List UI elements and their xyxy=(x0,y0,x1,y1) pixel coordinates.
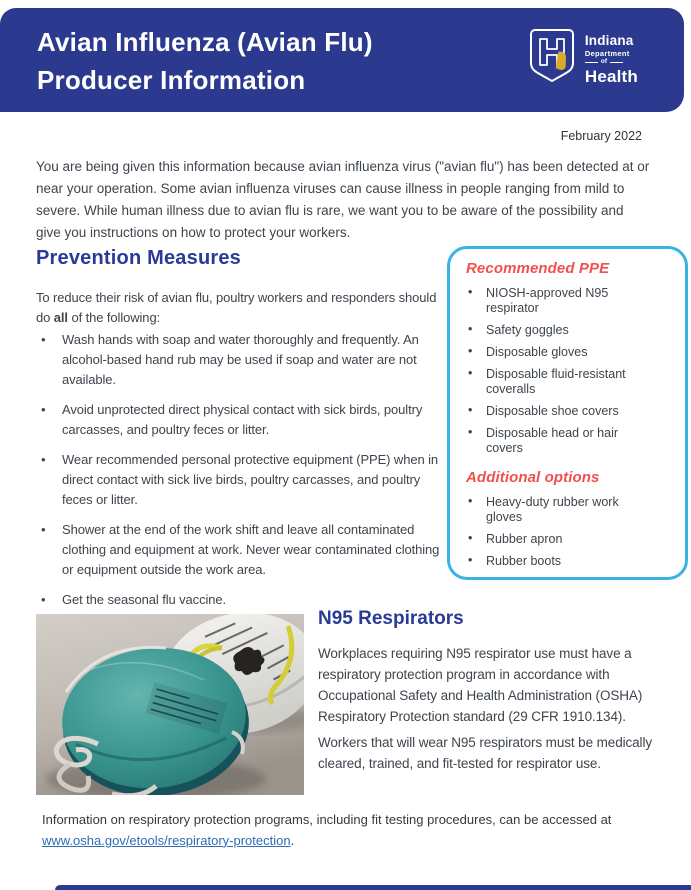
list-item: • Rubber boots xyxy=(464,554,658,569)
list-item: • Wear recommended personal protective equipment (PPE) when in direct contact with sick live birds, poultry carcasses, and poultry feces or litter. xyxy=(36,450,440,510)
n95-paragraph-2: Workers that will wear N95 respirators must be medically cleared, trained, and fit-tested for respirator use. xyxy=(318,735,653,771)
logo-wordmark xyxy=(585,34,638,85)
recommended-ppe-box xyxy=(447,246,688,580)
ppe-list xyxy=(464,286,673,456)
prevention-lead xyxy=(36,288,448,328)
list-item: • Wash hands with soap and water thoroughly and frequently. An alcohol-based hand rub may be used if soap and water are not available. xyxy=(36,330,440,390)
footer-note xyxy=(42,810,668,852)
additional-options-heading: Additional options xyxy=(466,469,600,486)
logo-line-health: Health xyxy=(584,66,638,86)
recommended-ppe-heading: Recommended PPE xyxy=(466,260,610,277)
footer-text-post: . xyxy=(290,832,295,848)
list-item: • Disposable fluid-resistant coveralls xyxy=(464,367,658,397)
osha-respiratory-protection-link[interactable]: www.osha.gov/etools/respiratory-protection xyxy=(42,832,291,848)
prevention-bullet-list xyxy=(36,330,440,620)
logo-line-of: of xyxy=(585,59,638,66)
additional-options-list xyxy=(464,495,673,569)
list-item: • Shower at the end of the work shift and leave all contaminated clothing and equipment at work. Never wear contaminated clothing or equipment outside the work area. xyxy=(36,520,440,580)
prevention-lead-pre: To reduce their risk of avian flu, poultry workers and responders should do xyxy=(36,290,437,326)
n95-paragraph-1: Workplaces requiring N95 respirator use must have a respiratory protection program in accordance with Occupational Safety and Health Administration (OSHA) Respiratory Protection standard (29 CFR 1910.134). xyxy=(318,646,643,724)
list-item: • Disposable gloves xyxy=(464,345,658,360)
intro-paragraph: You are being given this information because avian influenza virus ("avian flu") has been detected at or near your operation. Some avian influenza viruses can cause illness in people ranging from mild to severe. While human illness due to avian flu is rare, we want you to be aware of the possibility and give you instructions on how to protect your workers. xyxy=(36,159,650,240)
publication-date: February 2022 xyxy=(560,129,642,143)
n95-masks-photo xyxy=(36,614,304,795)
page-title-line1: Avian Influenza (Avian Flu) xyxy=(37,27,373,57)
page-title-line2: Producer Information xyxy=(37,65,306,95)
prevention-measures-heading: Prevention Measures xyxy=(36,247,241,269)
logo-line-indiana: Indiana xyxy=(584,33,634,49)
list-item: • Avoid unprotected direct physical contact with sick birds, poultry carcasses, and poultry feces or litter. xyxy=(36,400,440,440)
list-item: • Heavy-duty rubber work gloves xyxy=(464,495,658,525)
list-item: • Safety goggles xyxy=(464,323,658,338)
list-item: • Get the seasonal flu vaccine. xyxy=(36,590,440,610)
list-item: • NIOSH-approved N95 respirator xyxy=(464,286,658,316)
list-item: • Rubber apron xyxy=(464,532,658,547)
n95-respirators-heading: N95 Respirators xyxy=(318,608,464,629)
list-item: • Disposable shoe covers xyxy=(464,404,658,419)
logo-line-department: Department xyxy=(584,48,630,58)
footer-text-pre: Information on respiratory protection programs, including fit testing procedures, can be accessed at xyxy=(42,812,612,827)
header-banner xyxy=(0,8,684,112)
indiana-health-logo xyxy=(528,28,638,91)
bottom-accent-bar xyxy=(55,885,691,890)
shield-h-indiana-icon xyxy=(528,28,576,91)
list-item: • Disposable head or hair covers xyxy=(464,426,658,456)
prevention-lead-post: of the following: xyxy=(67,310,161,326)
prevention-lead-bold: all xyxy=(53,310,68,326)
